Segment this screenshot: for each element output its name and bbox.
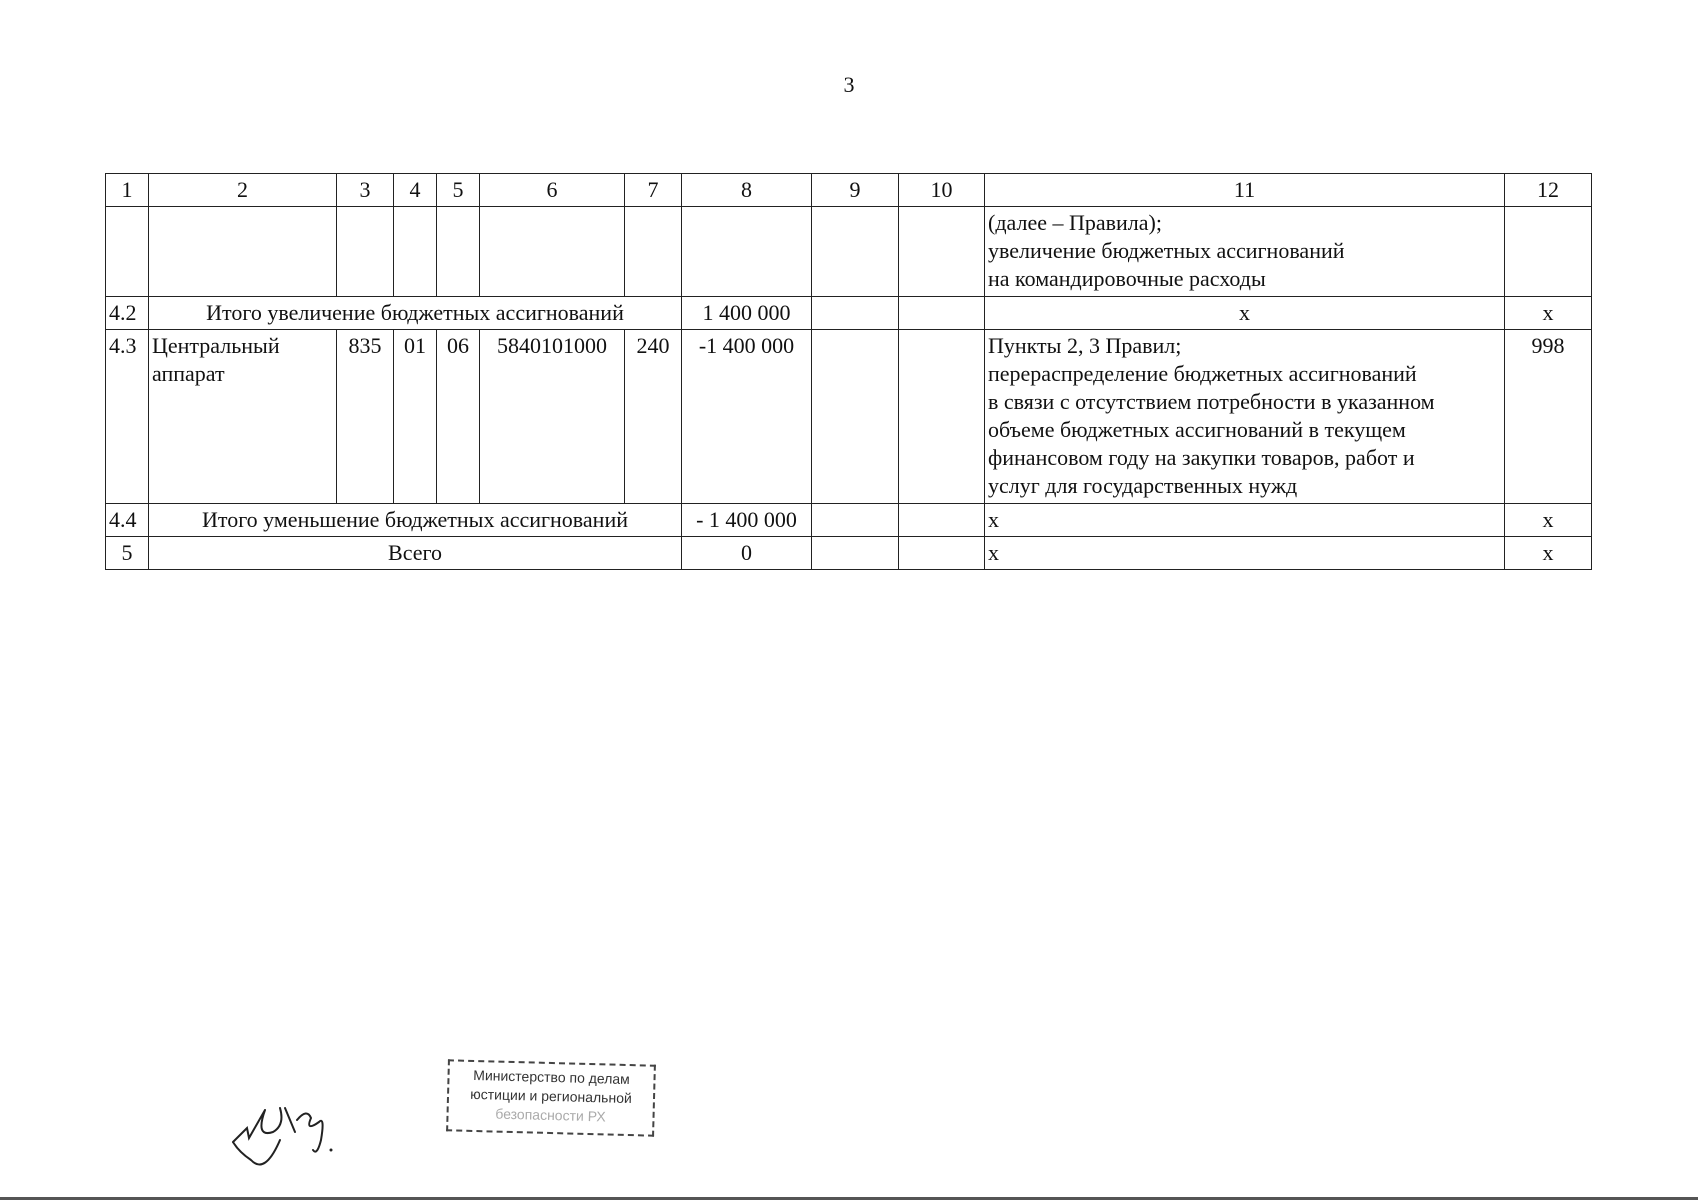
stamp-line: Министерство по делам — [473, 1066, 631, 1088]
row-number: 4.3 — [106, 330, 149, 504]
row-number: 4.4 — [106, 504, 149, 537]
header-cell: 11 — [985, 174, 1505, 207]
code-cell: 5840101000 — [480, 330, 625, 504]
stamp-line: юстиции и региональной — [470, 1085, 633, 1107]
header-cell: 8 — [682, 174, 812, 207]
description-line: на командировочные расходы — [988, 266, 1266, 291]
header-cell: 10 — [899, 174, 985, 207]
row-label: Итого увеличение бюджетных ассигнований — [149, 297, 682, 330]
budget-table — [105, 173, 1592, 570]
amount-cell: 1 400 000 — [682, 297, 812, 330]
code-cell: 240 — [625, 330, 682, 504]
description-cell: x — [985, 504, 1505, 537]
row-label: Всего — [149, 537, 682, 570]
header-cell: 3 — [337, 174, 394, 207]
description-line: перераспределение бюджетных ассигнований — [988, 361, 1417, 386]
header-cell: 5 — [437, 174, 480, 207]
code-cell: 06 — [437, 330, 480, 504]
description-cell: x — [985, 537, 1505, 570]
table-row-4-4 — [106, 504, 1592, 537]
page-number: 3 — [843, 72, 855, 97]
header-cell: 9 — [812, 174, 899, 207]
code-cell: x — [1505, 537, 1592, 570]
stamp-line: безопасности РХ — [495, 1105, 606, 1125]
description-line: Пункты 2, 3 Правил; — [988, 333, 1182, 358]
code-cell: 01 — [394, 330, 437, 504]
header-cell: 6 — [480, 174, 625, 207]
table-row-4-3 — [106, 330, 1592, 504]
header-cell: 1 — [106, 174, 149, 207]
description-line: финансовом году на закупки товаров, работ и — [988, 445, 1415, 470]
amount-cell: -1 400 000 — [682, 330, 812, 504]
description-cell — [985, 330, 1505, 504]
code-cell: x — [1505, 297, 1592, 330]
table-row-4-2 — [106, 297, 1592, 330]
description-line: в связи с отсутствием потребности в указанном — [988, 389, 1435, 414]
ministry-stamp — [446, 1059, 656, 1136]
description-cell — [985, 207, 1505, 297]
header-cell: 4 — [394, 174, 437, 207]
description-line: (далее – Правила); — [988, 210, 1162, 235]
header-cell: 2 — [149, 174, 337, 207]
header-cell: 7 — [625, 174, 682, 207]
description-line: увеличение бюджетных ассигнований — [988, 238, 1345, 263]
amount-cell: 0 — [682, 537, 812, 570]
amount-cell: - 1 400 000 — [682, 504, 812, 537]
code-cell: x — [1505, 504, 1592, 537]
code-cell: 835 — [337, 330, 394, 504]
row-label: Итого уменьшение бюджетных ассигнований — [149, 504, 682, 537]
signature — [225, 1080, 345, 1170]
header-row — [106, 174, 1592, 207]
header-cell: 12 — [1505, 174, 1592, 207]
table-row-5 — [106, 537, 1592, 570]
row-number: 4.2 — [106, 297, 149, 330]
row-number: 5 — [106, 537, 149, 570]
description-cell: x — [985, 297, 1505, 330]
description-line: услуг для государственных нужд — [988, 473, 1298, 498]
description-line: объеме бюджетных ассигнований в текущем — [988, 417, 1406, 442]
code-cell: 998 — [1505, 330, 1592, 504]
table-row-continuation — [106, 207, 1592, 297]
name-cell: Центральный аппарат — [149, 330, 337, 504]
